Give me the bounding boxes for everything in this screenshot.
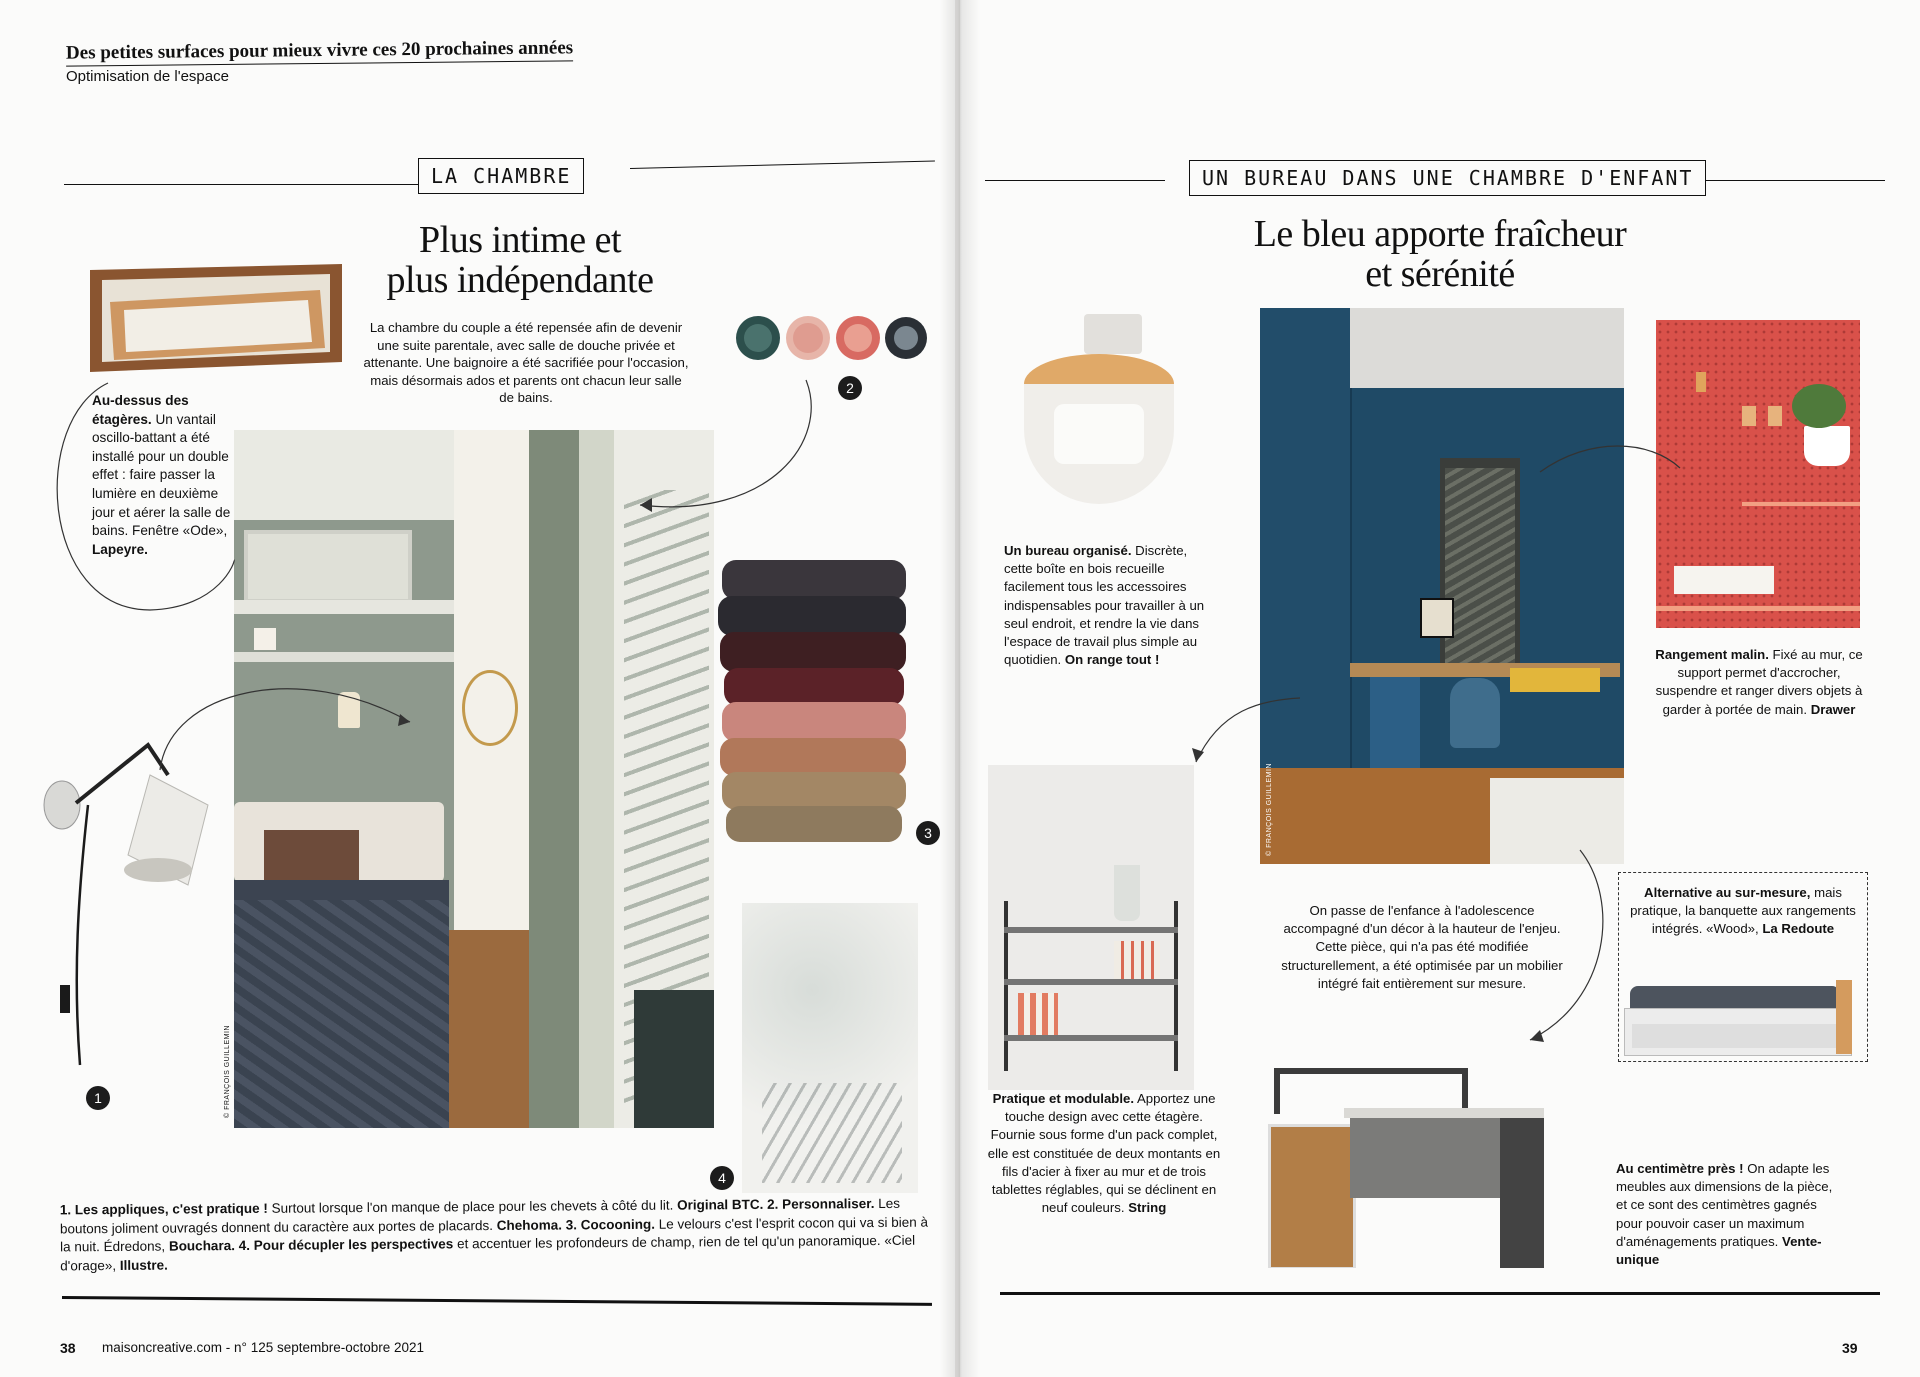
desk-caption: Au centimètre près ! On adapte les meubles aux dimensions de la pièce, et ce sont des centimètres gagnés pour pouvoir caser un maximum d'aménagements pratiques. Vente-unique	[1616, 1161, 1833, 1268]
shelf-caption: Pratique et modulable. Apportez une touche design avec cette étagère. Fournie sous forme d'un pack complet, elle est constituée de deux montants en fils d'acier à fixer au mur et de trois tablettes réglables, qui se déclinent en neuf couleurs. String	[987, 1091, 1221, 1216]
wall-lamp-image	[38, 735, 228, 1085]
organizer-caption: Un bureau organisé. Discrète, cette boîte en bois recueille facilement tous les accessoires indispensables pour travailler à un seul endroit, et rendre la vie dans l'espace de travail plus simple au quotidien. On range tout !	[1004, 543, 1205, 668]
running-subtitle: Optimisation de l'espace	[66, 68, 229, 85]
section-rule	[1685, 180, 1885, 181]
page-number: 38	[60, 1340, 76, 1356]
section-rule	[630, 161, 935, 169]
section-kicker: LA CHAMBRE	[418, 158, 584, 194]
photo-credit: © FRANÇOIS GUILLEMIN	[1266, 763, 1273, 856]
string-shelf-image	[988, 765, 1194, 1090]
wallpaper-sample-image	[742, 903, 918, 1193]
running-title: Des petites surfaces pour mieux vivre ces 20 prochaines années	[66, 37, 573, 66]
velvet-quilts-image	[714, 560, 914, 850]
figure-number-1: 1	[86, 1086, 110, 1110]
article-title-line2: plus indépendante	[386, 259, 654, 301]
footer-rule	[1000, 1292, 1880, 1295]
folio-text: maisoncreative.com - n° 125 septembre-octobre 2021	[102, 1340, 425, 1355]
article-title-line1: Plus intime et	[419, 219, 621, 261]
figure-number-3: 3	[916, 821, 940, 845]
pegboard-caption: Rangement malin. Fixé au mur, ce support permet d'accrocher, suspendre et ranger divers objets à garder à portée de main. Drawer	[1655, 647, 1863, 717]
figure-number-2: 2	[838, 376, 862, 400]
daybed-image	[1624, 972, 1860, 1058]
intro-text: On passe de l'enfance à l'adolescence accompagné d'un décor à la hauteur de l'enjeu. Cette pièce, qui n'a pas été modifiée structurellement, a été optimisée par un mobilier intégré fait entièrement sur mesure.	[1281, 903, 1563, 991]
article-title-line2: et sérénité	[1365, 253, 1515, 295]
footer-rule	[62, 1296, 932, 1306]
footer-caption: 1. Les appliques, c'est pratique ! Surtout lorsque l'on manque de place pour les chevets à côté du lit. Original BTC. 2. Personnaliser. Les boutons joliment ouvragés donnent du caractère aux portes de placards. Chehoma. 3. Cocooning. Le velours c'est l'esprit cocon qui va si bien à la nuit. Édredons, Bouchara. 4. Pour décupler les perspectives et accentuer les profondeurs de champ, rien de tel qu'un panoramique. «Ciel d'orage», Illustre.	[59, 1195, 929, 1274]
right-page	[960, 0, 1920, 1377]
left-page	[0, 0, 955, 1377]
bench-caption: Alternative au sur-mesure, mais pratique, la banquette aux rangements intégrés. «Wood», La Redoute	[1630, 885, 1856, 937]
section-rule	[64, 184, 419, 185]
intro-text: La chambre du couple a été repensée afin de devenir une suite parentale, avec salle de douche privée et attenante. Une baignoire a été sacrifiée pour l'occasion, mais désormais ados et parents ont chacun leur salle de bains.	[363, 320, 689, 406]
window-caption: Au-dessus des étagères. Un vantail oscillo-battant a été installé pour un double effet : faire passer la lumière en deuxième jour et aérer la salle de bains. Fenêtre «Ode», Lapeyre.	[92, 393, 231, 557]
figure-number-4: 4	[710, 1166, 734, 1190]
spine-shadow	[940, 0, 980, 1377]
kids-room-photo	[1260, 308, 1624, 864]
section-rule	[985, 180, 1165, 181]
bedroom-photo	[234, 430, 714, 1128]
cabinet-knobs-image	[720, 310, 940, 366]
page-number: 39	[1842, 1340, 1858, 1356]
desk-organizer-image	[1014, 314, 1186, 524]
article-title-line1: Le bleu apporte fraîcheur	[1253, 213, 1627, 255]
section-kicker: UN BUREAU DANS UNE CHAMBRE D'ENFANT	[1189, 160, 1706, 196]
pegboard-image	[1656, 320, 1860, 628]
photo-credit: © FRANÇOIS GUILLEMIN	[224, 1025, 231, 1118]
desk-image	[1260, 1068, 1558, 1268]
window-product-image	[80, 262, 350, 377]
